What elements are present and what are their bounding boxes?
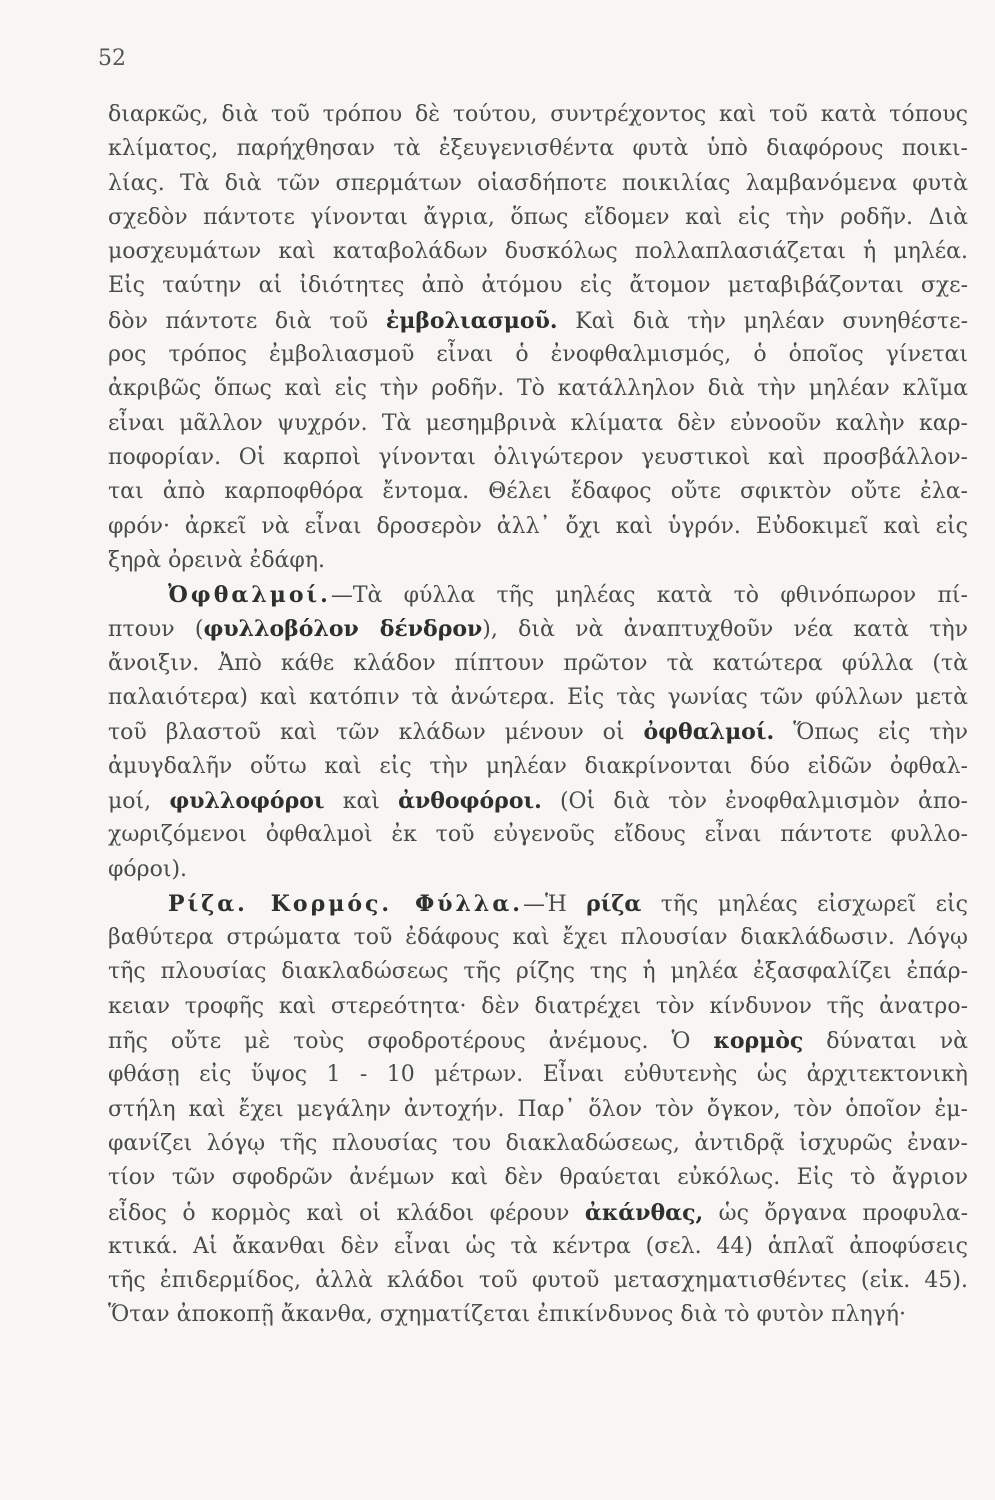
bold-term: ρίζα <box>586 890 642 917</box>
text-line <box>108 1298 968 1332</box>
text-line <box>108 98 968 132</box>
text-line <box>108 201 968 235</box>
text-line <box>108 269 968 303</box>
text-line <box>108 647 968 681</box>
text-run: χωριζόμενοι ὀφθαλμοὶ ἐκ τοῦ εὐγενοῦς εἴδους εἶναι πάντοτε φυλλο- <box>108 822 968 848</box>
text-run: ὡς ὄργανα προφυλα- <box>703 1200 968 1226</box>
text-run: πτουν ( <box>108 617 204 643</box>
text-line <box>108 1093 968 1127</box>
text-line <box>108 1058 968 1092</box>
bold-term: κορμὸς <box>713 1028 804 1055</box>
text-line <box>108 750 968 784</box>
text-run: σχεδὸν πάντοτε γίνονται ἄγρια, ὅπως εἴδομεν καὶ εἰς τὴν ροδῆν. Διὰ <box>108 204 968 230</box>
bold-term: ἀνθοφόροι. <box>398 787 542 814</box>
text-line <box>108 887 968 921</box>
text-run: (Οἱ διὰ τὸν ἐνοφθαλμισμὸν ἀπο- <box>541 788 968 814</box>
bold-term: ἐμβολιασμοῦ. <box>385 307 558 334</box>
text-line <box>108 1127 968 1161</box>
text-line <box>108 304 968 338</box>
text-line <box>108 990 968 1024</box>
text-run: Ὅπως εἰς τὴν <box>774 720 968 746</box>
text-line <box>108 1024 968 1058</box>
text-run: κτικά. Αἱ ἄκανθαι δὲν εἶναι ὡς τὰ κέντρα (σελ. 44) ἁπλαῖ ἀποφύσεις <box>108 1233 968 1259</box>
text-run: τῆς πλουσίας διακλαδώσεως τῆς ρίζης της ἡ μηλέα ἐξασφαλίζει ἐπάρ- <box>108 959 968 985</box>
text-run: παλαιότερα) καὶ κατόπιν τὰ ἀνώτερα. Εἰς τὰς γωνίας τῶν φύλλων μετὰ <box>108 685 968 711</box>
bold-term: ὀφθαλμοί. <box>643 719 775 746</box>
text-line <box>108 955 968 989</box>
text-line <box>108 853 968 887</box>
bold-term: φυλλοφόροι <box>169 787 325 814</box>
text-run: τῆς ἐπιδερμίδος, ἀλλὰ κλάδοι τοῦ φυτοῦ μετασχηματισθέντες (εἰκ. 45). <box>108 1268 968 1294</box>
text-run: ἀμυγδαλῆν οὕτω καὶ εἰς τὴν μηλέαν διακρίνονται δύο εἰδῶν ὀφθαλ- <box>108 753 968 779</box>
text-run: —Τὰ φύλλα τῆς μηλέας κατὰ τὸ φθινόπωρον πί- <box>330 583 968 609</box>
text-run: κειαν τροφῆς καὶ στερεότητα· δὲν διατρέχει τὸν κίνδυνον τῆς ἀνατρο- <box>108 993 968 1019</box>
text-run: καὶ <box>324 788 399 814</box>
text-run: λίας. Τὰ διὰ τῶν σπερμάτων οἱασδήποτε ποικιλίας λαμβανόμενα φυτὰ <box>108 170 968 196</box>
text-line <box>108 612 968 646</box>
text-run: ρος τρόπος ἐμβολιασμοῦ εἶναι ὁ ἐνοφθαλμισμός, ὁ ὁποῖος γίνεται <box>108 342 968 368</box>
text-run: βαθύτερα στρώματα τοῦ ἐδάφους καὶ ἔχει πλουσίαν διακλάδωσιν. Λόγῳ <box>108 925 968 951</box>
text-run: τίον τῶν σφοδρῶν ἀνέμων καὶ δὲν θραύεται εὐκόλως. Εἰς τὸ ἄγριον <box>108 1165 968 1191</box>
text-run: ἄνοιξιν. Ἀπὸ κάθε κλάδον πίπτουν πρῶτον τὰ κατώτερα φύλλα (τὰ <box>108 650 968 676</box>
text-run: Ὅταν ἀποκοπῇ ἄκανθα, σχηματίζεται ἐπικίνδυνος διὰ τὸ φυτὸν πληγή· <box>108 1302 906 1328</box>
text-line <box>108 475 968 509</box>
text-line <box>108 921 968 955</box>
text-run: μοσχευμάτων καὶ καταβολάδων δυσκόλως πολλαπλασιάζεται ἡ μηλέα. <box>108 239 968 265</box>
text-run: ται ἀπὸ καρποφθόρα ἔντομα. Θέλει ἔδαφος οὔτε σφικτὸν οὔτε ἐλα- <box>108 479 968 505</box>
bold-term: ἀκάνθας, <box>584 1199 704 1226</box>
text-run: Εἰς ταύτην αἱ ἰδιότητες ἀπὸ ἀτόμου εἰς ἄτομον μεταβιβάζονται σχε- <box>108 273 968 299</box>
text-line <box>108 681 968 715</box>
text-line <box>108 407 968 441</box>
text-line <box>108 1264 968 1298</box>
text-run: ), διὰ νὰ ἀναπτυχθοῦν νέα κατὰ τὴν <box>482 617 969 643</box>
text-run: ποφορίαν. Οἱ καρποὶ γίνονται ὀλιγώτερον γευστικοὶ καὶ προσβάλλον- <box>108 444 968 470</box>
text-run: εἶδος ὁ κορμὸς καὶ οἱ κλάδοι φέρουν <box>108 1200 585 1226</box>
text-line <box>108 1230 968 1264</box>
text-line <box>108 578 968 612</box>
page-number: 52 <box>98 46 126 71</box>
text-run: Καὶ διὰ τὴν μηλέαν συνηθέστε- <box>557 308 969 334</box>
text-line <box>108 1161 968 1195</box>
text-run: ξηρὰ ὀρεινὰ ἐδάφη. <box>108 547 325 573</box>
text-line <box>108 235 968 269</box>
text-line <box>108 338 968 372</box>
section-heading: Ρίζα. Κορμός. Φύλλα. <box>168 890 523 917</box>
text-line <box>108 132 968 166</box>
text-line <box>108 715 968 749</box>
section-heading: Ὀφθαλμοί. <box>168 582 331 609</box>
text-run: διαρκῶς, διὰ τοῦ τρόπου δὲ τούτου, συντρέχοντος καὶ τοῦ κατὰ τόπους <box>108 102 968 127</box>
text-line <box>108 544 968 578</box>
text-run: τοῦ βλαστοῦ καὶ τῶν κλάδων μένουν οἱ <box>108 720 644 746</box>
text-line <box>108 1196 968 1230</box>
body-text <box>108 98 968 1333</box>
text-run: ἀκριβῶς ὅπως καὶ εἰς τὴν ροδῆν. Τὸ κατάλληλον διὰ τὴν μηλέαν κλῖμα <box>108 376 968 402</box>
text-line <box>108 372 968 406</box>
text-run: φόροι). <box>108 856 188 882</box>
text-run: στήλη καὶ ἔχει μεγάλην ἀντοχήν. Παρ᾿ ὅλον τὸν ὄγκον, τὸν ὁποῖον ἐμ- <box>108 1096 968 1122</box>
text-run: φανίζει λόγῳ τῆς πλουσίας του διακλαδώσεως, ἀντιδρᾷ ἰσχυρῶς ἐναν- <box>108 1130 968 1156</box>
text-run: φρόν· ἀρκεῖ νὰ εἶναι δροσερὸν ἀλλ᾿ ὄχι καὶ ὑγρόν. Εὐδοκιμεῖ καὶ εἰς <box>108 513 968 539</box>
text-run: δὸν πάντοτε διὰ τοῦ <box>108 308 386 334</box>
text-line <box>108 441 968 475</box>
text-run: —Ἡ <box>522 891 587 917</box>
text-line <box>108 818 968 852</box>
text-line <box>108 167 968 201</box>
text-line <box>108 510 968 544</box>
text-run: μοί, <box>108 788 170 814</box>
text-run: φθάσῃ εἰς ὕψος 1 - 10 μέτρων. Εἶναι εὐθυτενὴς ὡς ἀρχιτεκτονικὴ <box>108 1062 968 1088</box>
bold-term: φυλλοβόλον δένδρον <box>203 616 483 643</box>
text-run: κλίματος, παρήχθησαν τὰ ἐξευγενισθέντα φυτὰ ὑπὸ διαφόρους ποικι- <box>108 136 968 162</box>
text-run: πῆς οὔτε μὲ τοὺς σφοδροτέρους ἀνέμους. Ὁ <box>108 1029 714 1055</box>
text-run: τῆς μηλέας εἰσχωρεῖ εἰς <box>641 891 968 917</box>
text-run: εἶναι μᾶλλον ψυχρόν. Τὰ μεσημβρινὰ κλίματα δὲν εὐνοοῦν καλὴν καρ- <box>108 410 968 436</box>
text-run: δύναται νὰ <box>803 1029 968 1055</box>
text-line <box>108 784 968 818</box>
